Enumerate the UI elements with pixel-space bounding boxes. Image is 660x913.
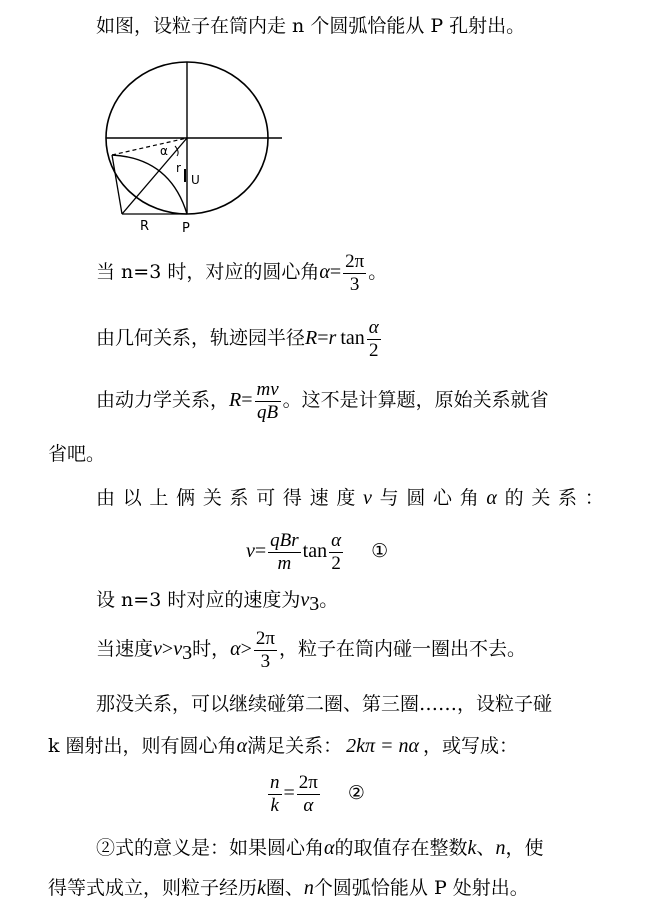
tan-function: tan [340,327,365,349]
para-continue: 那没关系，可以继续碰第二圈、第三圈……，设粒子碰 [96,693,553,715]
char: 关 [531,487,551,509]
greater-sign: > [161,638,174,660]
left-chord [112,155,122,214]
para-dynamics [96,378,549,424]
fraction-num: mv [256,378,279,400]
R-symbol: R [305,327,318,349]
char: 俩 [176,487,196,509]
para-angle [96,250,387,296]
period: 。 [319,589,339,611]
fraction-2pi-3 [343,251,366,296]
fraction-2pi-3 [254,628,277,673]
equals-sign: = [329,261,342,283]
fraction-alpha-2 [329,530,343,575]
alpha-symbol: α [486,487,497,509]
para-geometry [96,316,383,362]
para-k-tail: ，或写成： [422,735,518,757]
fraction-n-k [268,772,282,817]
intro-text: 如图，设粒子在筒内走 n 个圆弧恰能从 P 孔射出。 [96,15,526,37]
subscript: 3 [182,642,193,664]
char: 的 [504,487,524,509]
P-label: P [182,221,190,236]
subscript: 3 [309,593,320,615]
fraction-num: n [270,771,280,793]
fraction-den: qB [257,401,279,423]
para-meaning-cont-text: 得等式成立，则粒子经历 [48,877,258,899]
para-k-mid: 满足关系： [247,735,343,757]
v-symbol: v [300,589,310,611]
fraction-num: qBr [270,529,299,551]
fraction-den: 3 [349,273,360,295]
fraction-alpha-2 [367,317,381,362]
para-v3-text: 设 n=3 时对应的速度为 [96,589,301,611]
greater-sign: > [240,638,252,660]
u-label: U [191,173,200,187]
para-k-rounds [48,734,518,758]
para-v3 [96,588,338,616]
para-meaning-mid: 的取值存在整数 [334,837,468,859]
k-symbol: k [467,837,477,859]
equals-sign: = [283,782,295,804]
para-meaning [96,836,543,860]
fraction-den: 2 [331,552,341,574]
char: 得 [282,487,302,509]
char: 系 [229,487,249,509]
fraction-den: 2 [368,339,379,361]
para-speed-tail: ，粒子在筒内碰一圈出不去。 [278,638,526,660]
para-speed [96,626,526,676]
equation-1 [246,528,388,575]
fraction-den: α [303,794,314,816]
tan-function: tan [302,540,328,562]
equation-tag-1: ① [371,540,389,562]
alpha-symbol: α [236,735,248,757]
equals-sign: = [317,327,329,349]
geometry-figure [100,58,290,238]
char: ： [584,487,604,509]
separator: 、 [476,837,496,859]
char: 心 [433,487,453,509]
char: 与 [379,487,399,509]
char: 可 [256,487,276,509]
para-dynamics-text: 由动力学关系， [96,389,230,411]
char: 圆 [406,487,426,509]
char: 度 [336,487,356,509]
para-relation [96,486,604,510]
para-meaning-cont-tail: 个圆弧恰能从 P 处射出。 [313,877,529,899]
n-symbol: n [495,837,506,859]
fraction-num: α [368,316,379,338]
para-meaning-text: ②式的意义是：如果圆心角 [96,837,325,859]
period: 。 [368,261,388,283]
equals-sign: = [241,389,253,411]
r-label: r [176,161,181,175]
fraction-qBr-m [268,530,301,575]
para-speed-text: 当速度 [96,638,154,660]
char: 速 [309,487,329,509]
R-label: R [140,219,150,234]
char: 以 [122,487,142,509]
fraction-num: 2π [255,627,275,649]
relation-2k-pi: 2kπ = nα [346,735,419,757]
para-meaning-tail: ，使 [505,837,544,859]
fraction-den: 3 [260,650,271,672]
k-symbol: k [257,877,266,899]
char: 关 [202,487,222,509]
r-symbol: r [328,327,337,349]
v-symbol: v [363,487,372,509]
char: 系 [558,487,578,509]
fraction-den: m [277,552,292,574]
fraction-num: 2π [298,771,318,793]
para-angle-text: 当 n=3 时，对应的圆心角 [96,261,320,283]
n-symbol: n [303,877,314,899]
fraction-mv-qB [255,379,281,424]
equation-2 [266,770,365,817]
para-k-text: k 圈射出，则有圆心角 [48,735,237,757]
char: 上 [149,487,169,509]
fraction-num: 2π [345,250,365,272]
v-symbol: v [246,540,255,562]
fraction-den: k [270,794,279,816]
equals-sign: = [254,540,267,562]
para-speed-mid: 时， [192,638,231,660]
para-meaning-cont-mid: 圈、 [265,877,304,899]
para-dynamics-tail: 。这不是计算题，原始关系就省 [282,389,549,411]
para-meaning-cont [48,876,529,900]
v-symbol: v [153,638,162,660]
alpha-symbol: α [230,638,241,660]
char: 由 [96,487,116,509]
fraction-2pi-alpha [297,772,320,817]
v-symbol: v [173,638,183,660]
char: 角 [459,487,479,509]
fraction-num: α [331,529,342,551]
alpha-symbol: α [324,837,335,859]
para-dynamics-cont: 省吧。 [48,443,106,465]
alpha-label: α [160,144,168,158]
R-symbol: R [229,389,242,411]
equation-tag-2: ② [347,782,365,804]
alpha-symbol: α [319,261,330,283]
para-geometry-text: 由几何关系，轨迹园半径 [96,327,306,349]
